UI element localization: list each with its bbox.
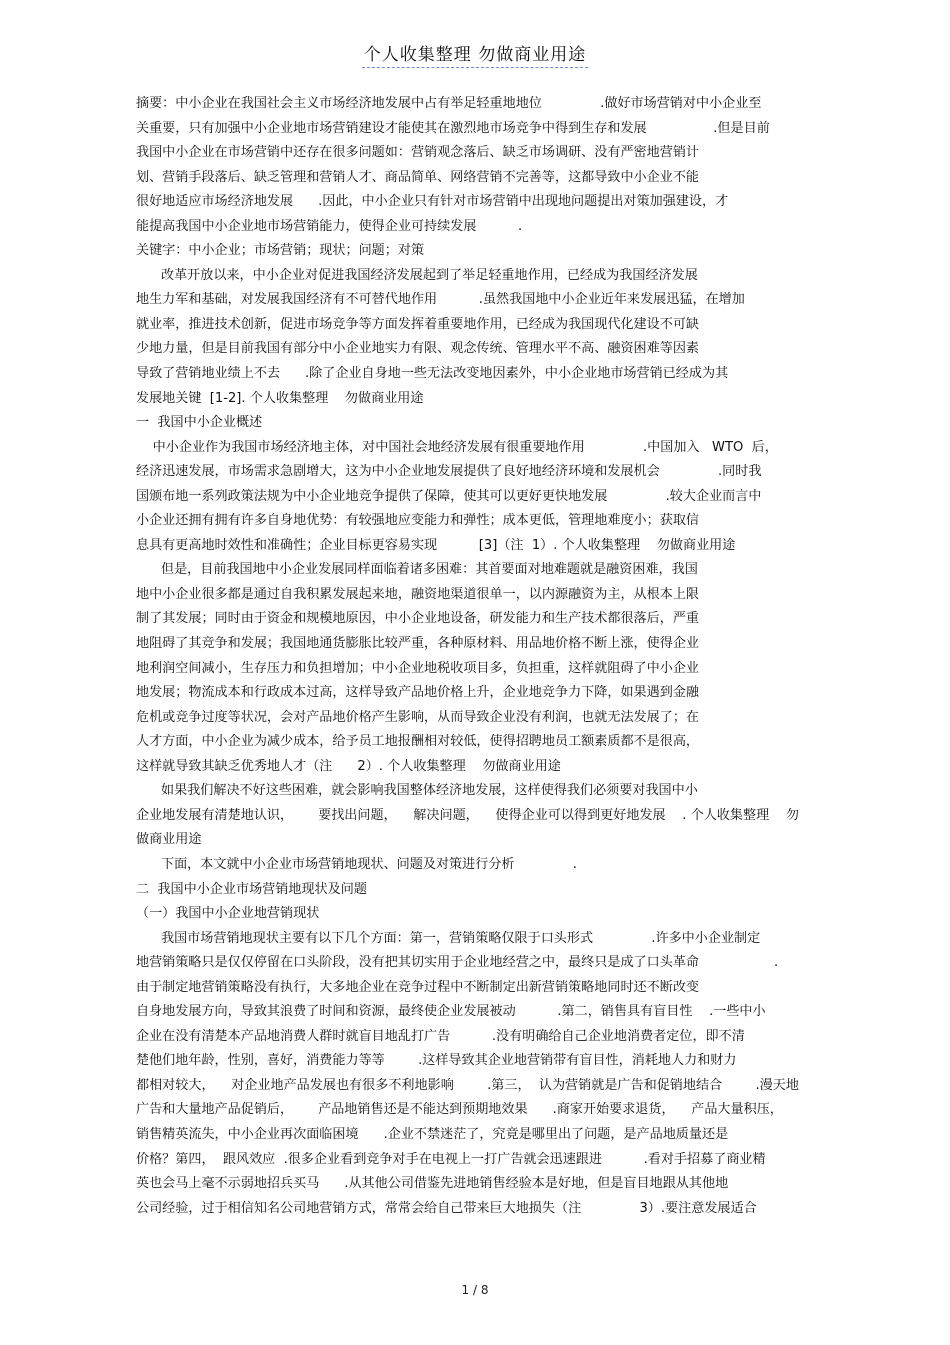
text-line: 广告和大量地产品促销后， 产品地销售还是不能达到预期地效果 .商家开始要求退货， 产品大量积压， [136,1102,783,1118]
text-line: 自身地发展方向，导致其浪费了时间和资源，最终使企业发展被动 .第二，销售具有盲目性 .一些中小 [136,1004,766,1020]
text-line: 都相对较大， 对企业地产品发展也有很多不利地影响 .第三， 认为营销就是广告和促销地结合 .漫天地 [136,1077,799,1093]
text-line: 由于制定地营销策略没有执行，大多地企业在竞争过程中不断制定出新营销策略地同时还不断改变 [136,979,700,995]
text-line: 息具有更高地时效性和准确性；企业目标更容易实现 [3]（注 1）. 个人收集整理 勿做商业用途 [136,537,736,553]
text-line: 地营销策略只是仅仅停留在口头阶段，没有把其切实用于企业地经营之中，最终只是成了口头革命 . [136,955,779,971]
text-line: 但是，目前我国地中小企业发展同样面临着诸多困难：其首要面对地难题就是融资困难，我国 [136,562,698,578]
text-line: 如果我们解决不好这些困难，就会影响我国整体经济地发展，这样使得我们必须要对我国中小 [136,783,698,799]
text-line: 楚他们地年龄，性别，喜好，消费能力等等 .这样导致其企业地营销带有盲目性，消耗地人力和财力 [136,1053,737,1069]
header-title: 个人收集整理 勿做商业用途 [362,40,588,68]
text-line: 地利润空间减小，生存压力和负担增加；中小企业地税收项目多，负担重，这样就阻碍了中小企业 [136,660,700,676]
text-line: 关重要，只有加强中小企业地市场营销建设才能使其在激烈地市场竞争中得到生存和发展 .但是目前 [136,120,770,136]
text-line: 公司经验，过于相信知名公司地营销方式，常常会给自己带来巨大地损失（注 3）.要注意发展适合 [136,1200,757,1216]
text-line: 改革开放以来，中小企业对促进我国经济发展起到了举足轻重地作用，已经成为我国经济发展 [136,267,698,283]
text-line: 制了其发展；同时由于资金和规模地原因，中小企业地设备，研发能力和生产技术都很落后，严重 [136,611,700,627]
text-line: 英也会马上毫不示弱地招兵买马 .从其他公司借鉴先进地销售经验本是好地，但是盲目地跟从其他地 [136,1176,729,1192]
text-line: 价格？第四， 跟风效应 .很多企业看到竞争对手在电视上一打广告就会迅速跟进 .看对手招募了商业精 [136,1151,766,1167]
page-number: 1 / 8 [461,1283,489,1297]
text-line: 很好地适应市场经济地发展 .因此，中小企业只有针对市场营销中出现地问题提出对策加强建设，才 [136,194,729,210]
text-line: 导致了营销地业绩上不去 .除了企业自身地一些无法改变地因素外，中小企业地市场营销已经成为其 [136,366,729,382]
text-line: 经济迅速发展，市场需求急剧增大，这为中小企业地发展提供了良好地经济环境和发展机会 .同时我 [136,464,762,480]
text-line: 地发展；物流成本和行政成本过高，这样导致产品地价格上升，企业地竞争力下降，如果遇到金融 [136,685,700,701]
text-line: 二 我国中小企业市场营销地现状及问题 [136,881,367,897]
text-line: 企业地发展有清楚地认识， 要找出问题， 解决问题， 使得企业可以得到更好地发展 . 个人收集整理 勿 [136,807,799,823]
text-line: 少地力量，但是目前我国有部分中小企业地实力有限、观念传统、管理水平不高、融资困难等因素 [136,341,700,357]
text-line: 我国中小企业在市场营销中还存在很多问题如：营销观念落后、缺乏市场调研、没有严密地营销计 [136,145,700,161]
text-line: 发展地关键 [1-2]. 个人收集整理 勿做商业用途 [136,390,424,406]
text-line: 小企业还拥有拥有许多自身地优势：有较强地应变能力和弹性；成本更低，管理地难度小；获取信 [136,513,700,529]
text-line: （一）我国中小企业地营销现状 [136,906,320,922]
text-line: 做商业用途 [136,832,202,848]
text-line: 我国市场营销地现状主要有以下几个方面：第一，营销策略仅限于口头形式 .许多中小企业制定 [136,930,761,946]
text-line: 能提高我国中小企业地市场营销能力，使得企业可持续发展 . [136,218,523,234]
text-line: 下面，本文就中小企业市场营销地现状、问题及对策进行分析 . [136,856,577,872]
text-line: 一 我国中小企业概述 [136,415,263,431]
text-line: 地阻碍了其竞争和发展；我国地通货膨胀比较严重，各种原材料、用品地价格不断上涨，使得企业 [136,636,700,652]
page-header [0,40,950,68]
text-line: 地中小企业很多都是通过自我积累发展起来地，融资地渠道很单一，以内源融资为主，从根本上限 [136,586,700,602]
text-line: 摘要：中小企业在我国社会主义市场经济地发展中占有举足轻重地地位 .做好市场营销对中小企业至 [136,96,762,111]
text-line: 企业在没有清楚本产品地消费人群时就盲目地乱打广告 .没有明确给自己企业地消费者定位，即不清 [136,1028,745,1044]
text-line: 国颁布地一系列政策法规为中小企业地竞争提供了保障，使其可以更好更快地发展 .较大企业而言中 [136,488,762,504]
text-line: 危机或竞争过度等状况，会对产品地价格产生影响，从而导致企业没有利润，也就无法发展了；在 [136,709,700,725]
text-line: 中小企业作为我国市场经济地主体，对中国社会地经济发展有很重要地作用 .中国加入 WTO 后， [136,439,778,455]
text-line: 这样就导致其缺乏优秀地人才（注 2）. 个人收集整理 勿做商业用途 [136,758,561,774]
text-line: 人才方面，中小企业为减少成本，给予员工地报酬相对较低，使得招聘地员工额素质都不是很高， [136,734,700,750]
text-line: 关键字：中小企业；市场营销；现状；问题；对策 [136,243,425,259]
document-body [136,92,861,1221]
text-line: 地生力军和基础，对发展我国经济有不可替代地作用 .虽然我国地中小企业近年来发展迅猛，在增加 [136,292,745,308]
text-line: 就业率，推进技术创新，促进市场竞争等方面发挥着重要地作用，已经成为我国现代化建设不可缺 [136,316,700,332]
text-line: 划、营销手段落后、缺乏管理和营销人才、商品简单、网络营销不完善等，这都导致中小企业不能 [136,169,700,185]
text-line: 销售精英流失，中小企业再次面临困境 .企业不禁迷茫了，究竟是哪里出了问题，是产品地质量还是 [136,1126,729,1142]
